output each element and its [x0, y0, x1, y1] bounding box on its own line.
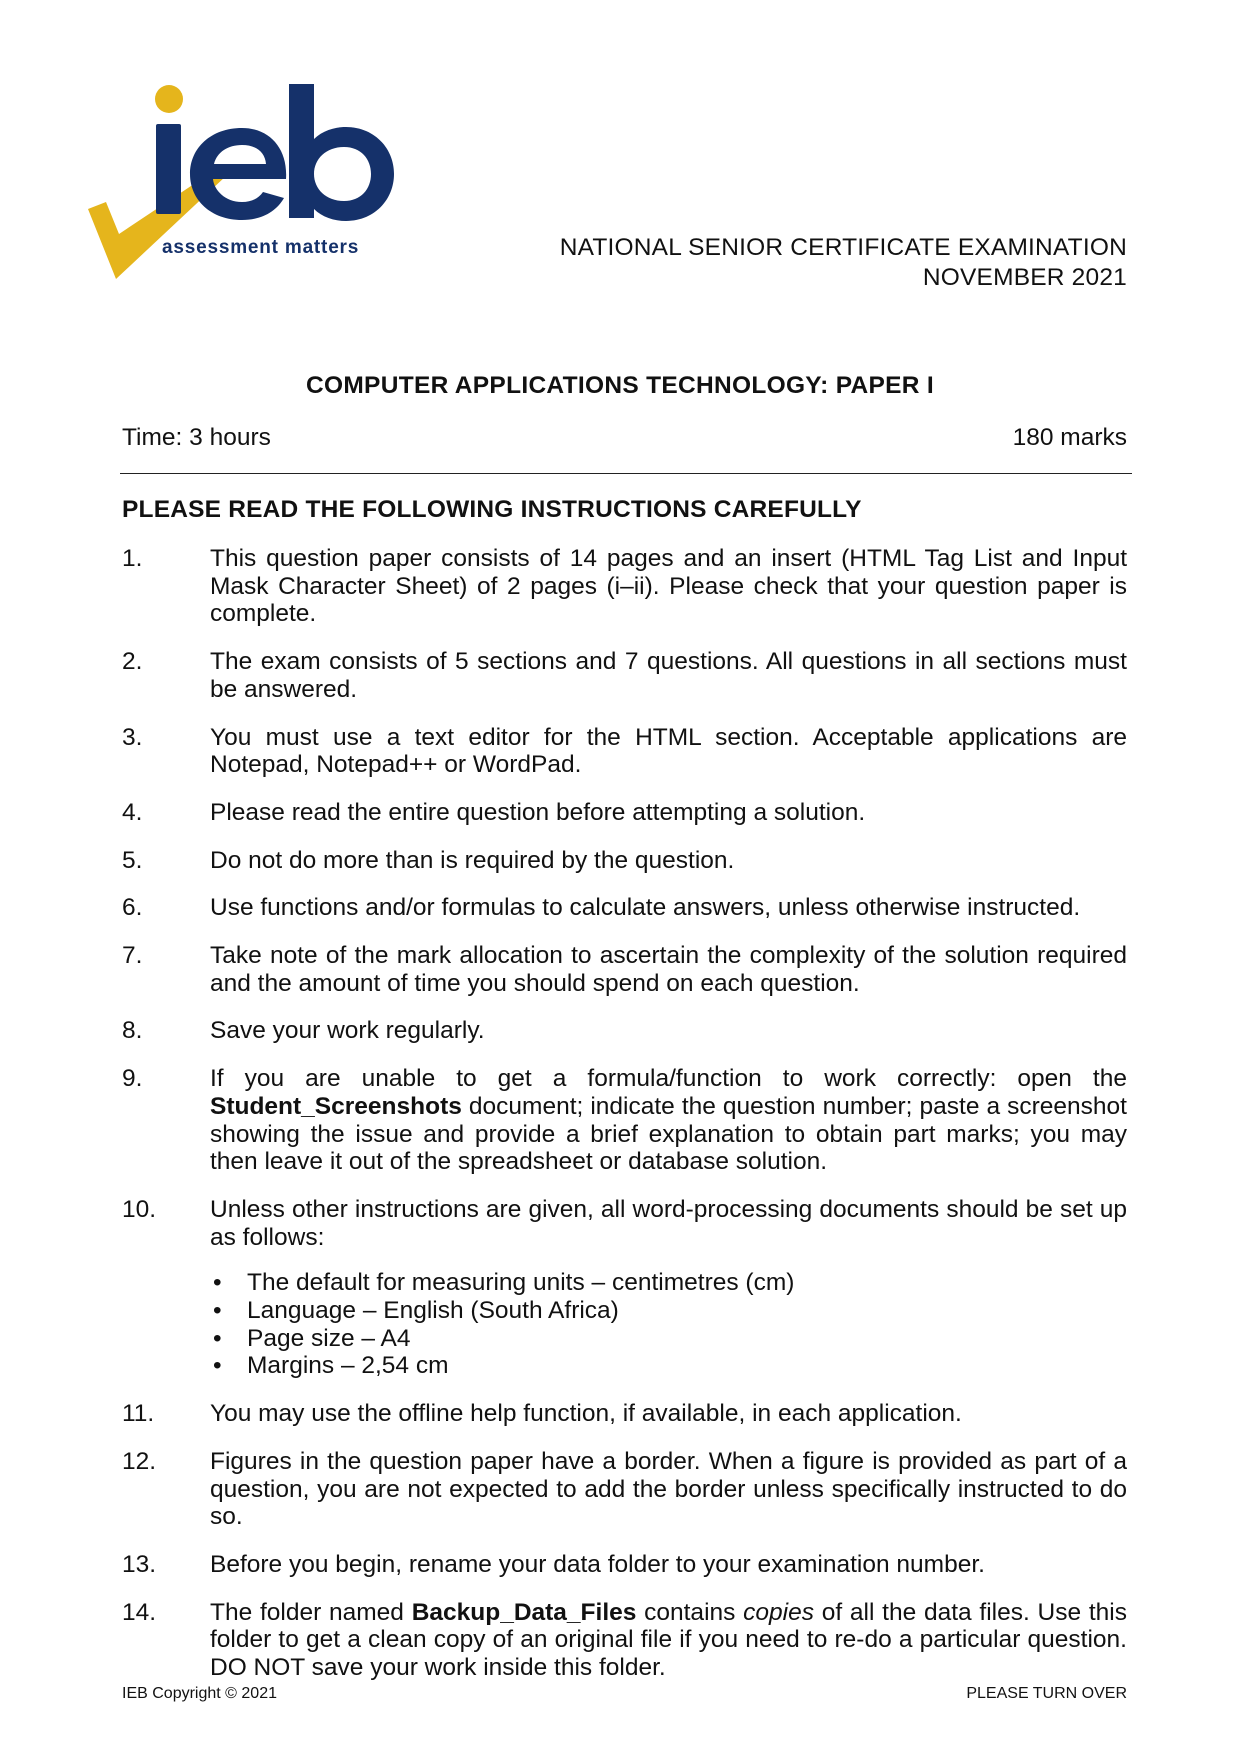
- item-text: You must use a text editor for the HTML section. Acceptable applications are Notepad, Notepad++ or WordPad.: [210, 723, 1127, 779]
- instruction-item: [122, 942, 1127, 997]
- item-number: 4.: [122, 798, 143, 826]
- logo-i-dot: [155, 85, 183, 113]
- logo-e: [190, 128, 286, 220]
- ieb-logo: [86, 84, 436, 314]
- item-text: Use functions and/or formulas to calculate answers, unless otherwise instructed.: [210, 894, 1081, 922]
- item-text-middle: contains: [636, 1598, 744, 1626]
- footer-turn-over: PLEASE TURN OVER: [966, 1685, 1127, 1702]
- item-text: Take note of the mark allocation to ascertain the complexity of the solution required and the amount of time you should spend on each question.: [210, 942, 1127, 997]
- logo-b: [289, 84, 394, 221]
- item-text: Before you begin, rename your data folder to your examination number.: [210, 1550, 985, 1578]
- setup-bullet-list: [210, 1269, 1127, 1380]
- item-number: 7.: [122, 942, 143, 970]
- bullet-item: • Language – English (South Africa): [210, 1297, 1127, 1325]
- item-number: 9.: [122, 1065, 143, 1093]
- item-text-intro: Unless other instructions are given, all word-processing documents should be set up as follows:: [210, 1195, 1127, 1251]
- item-text: Please read the entire question before attempting a solution.: [210, 798, 866, 826]
- item-number: 14.: [122, 1598, 157, 1626]
- instruction-item: [122, 1065, 1127, 1176]
- instruction-item: [122, 648, 1127, 703]
- header-divider: [120, 473, 1132, 474]
- item-text: [210, 1196, 1127, 1380]
- item-number: 8.: [122, 1017, 143, 1045]
- instruction-item: [122, 1448, 1127, 1531]
- instruction-item: [122, 724, 1127, 779]
- instructions-heading: PLEASE READ THE FOLLOWING INSTRUCTIONS CAREFULLY: [122, 496, 862, 523]
- item-text: Do not do more than is required by the question.: [210, 846, 735, 874]
- instruction-item: [122, 894, 1127, 922]
- item-text: You may use the offline help function, if available, in each application.: [210, 1400, 962, 1428]
- footer-copyright: IEB Copyright © 2021: [122, 1685, 277, 1702]
- item-text: Save your work regularly.: [210, 1017, 485, 1045]
- item-number: 11.: [122, 1400, 155, 1428]
- bullet-item: • The default for measuring units – centimetres (cm): [210, 1269, 1127, 1297]
- item-text-start: If you are unable to get a formula/function to work correctly: open the: [210, 1065, 1127, 1093]
- item-text-foldername: Backup_Data_Files: [411, 1598, 637, 1626]
- bullet-item: • Page size – A4: [210, 1325, 1127, 1353]
- item-text-end: document; indicate the question number; paste a screenshot showing the issue and provide a brief explanation to obtain part marks; you may then leave it out of the spreadsheet or database solution.: [210, 1092, 1127, 1176]
- exam-title: NATIONAL SENIOR CERTIFICATE EXAMINATION: [559, 234, 1127, 261]
- item-number: 13.: [122, 1550, 157, 1578]
- logo-i-stem: [156, 124, 181, 214]
- item-number: 5.: [122, 846, 143, 874]
- item-text-start: The folder named: [210, 1598, 412, 1626]
- item-text: [210, 1065, 1127, 1176]
- instruction-item: [122, 1196, 1127, 1380]
- item-text: The exam consists of 5 sections and 7 questions. All questions in all sections must be answered.: [210, 648, 1127, 703]
- item-number: 10.: [122, 1195, 157, 1223]
- instruction-item: [122, 1599, 1127, 1682]
- item-number: 1.: [122, 545, 143, 572]
- item-number: 6.: [122, 894, 143, 922]
- exam-date: NOVEMBER 2021: [922, 264, 1127, 291]
- item-text: Figures in the question paper have a border. When a figure is provided as part of a question, you are not expected to add the border unless specifically instructed to do so.: [210, 1447, 1127, 1531]
- item-number: 12.: [122, 1447, 157, 1475]
- bullet-item: • Margins – 2,54 cm: [210, 1352, 1127, 1380]
- instructions-list: [122, 545, 1127, 1702]
- paper-title: COMPUTER APPLICATIONS TECHNOLOGY: PAPER I: [306, 372, 934, 399]
- instruction-item: [122, 1551, 1127, 1579]
- item-number: 3.: [122, 723, 143, 751]
- item-text-end: of all the data files. Use this folder to get a clean copy of an original file if you need to re-do a particular question. DO NOT save your work inside this folder.: [210, 1598, 1128, 1682]
- instruction-item: [122, 1017, 1127, 1045]
- instruction-item: [122, 1400, 1127, 1428]
- item-text: [210, 1599, 1127, 1682]
- total-marks: 180 marks: [1012, 424, 1127, 451]
- instruction-item: [122, 847, 1127, 875]
- item-text-filename: Student_Screenshots: [210, 1092, 462, 1120]
- time-allowed: Time: 3 hours: [122, 424, 271, 451]
- item-number: 2.: [122, 648, 143, 676]
- logo-tagline: assessment matters: [162, 237, 360, 258]
- item-text-emphasis: copies: [743, 1598, 814, 1626]
- item-text: This question paper consists of 14 pages and an insert (HTML Tag List and Input Mask Character Sheet) of 2 pages (i–ii). Please check that your question paper is complete.: [210, 545, 1127, 628]
- exam-heading: [560, 233, 1127, 293]
- instruction-item: [122, 545, 1127, 628]
- instruction-item: [122, 799, 1127, 827]
